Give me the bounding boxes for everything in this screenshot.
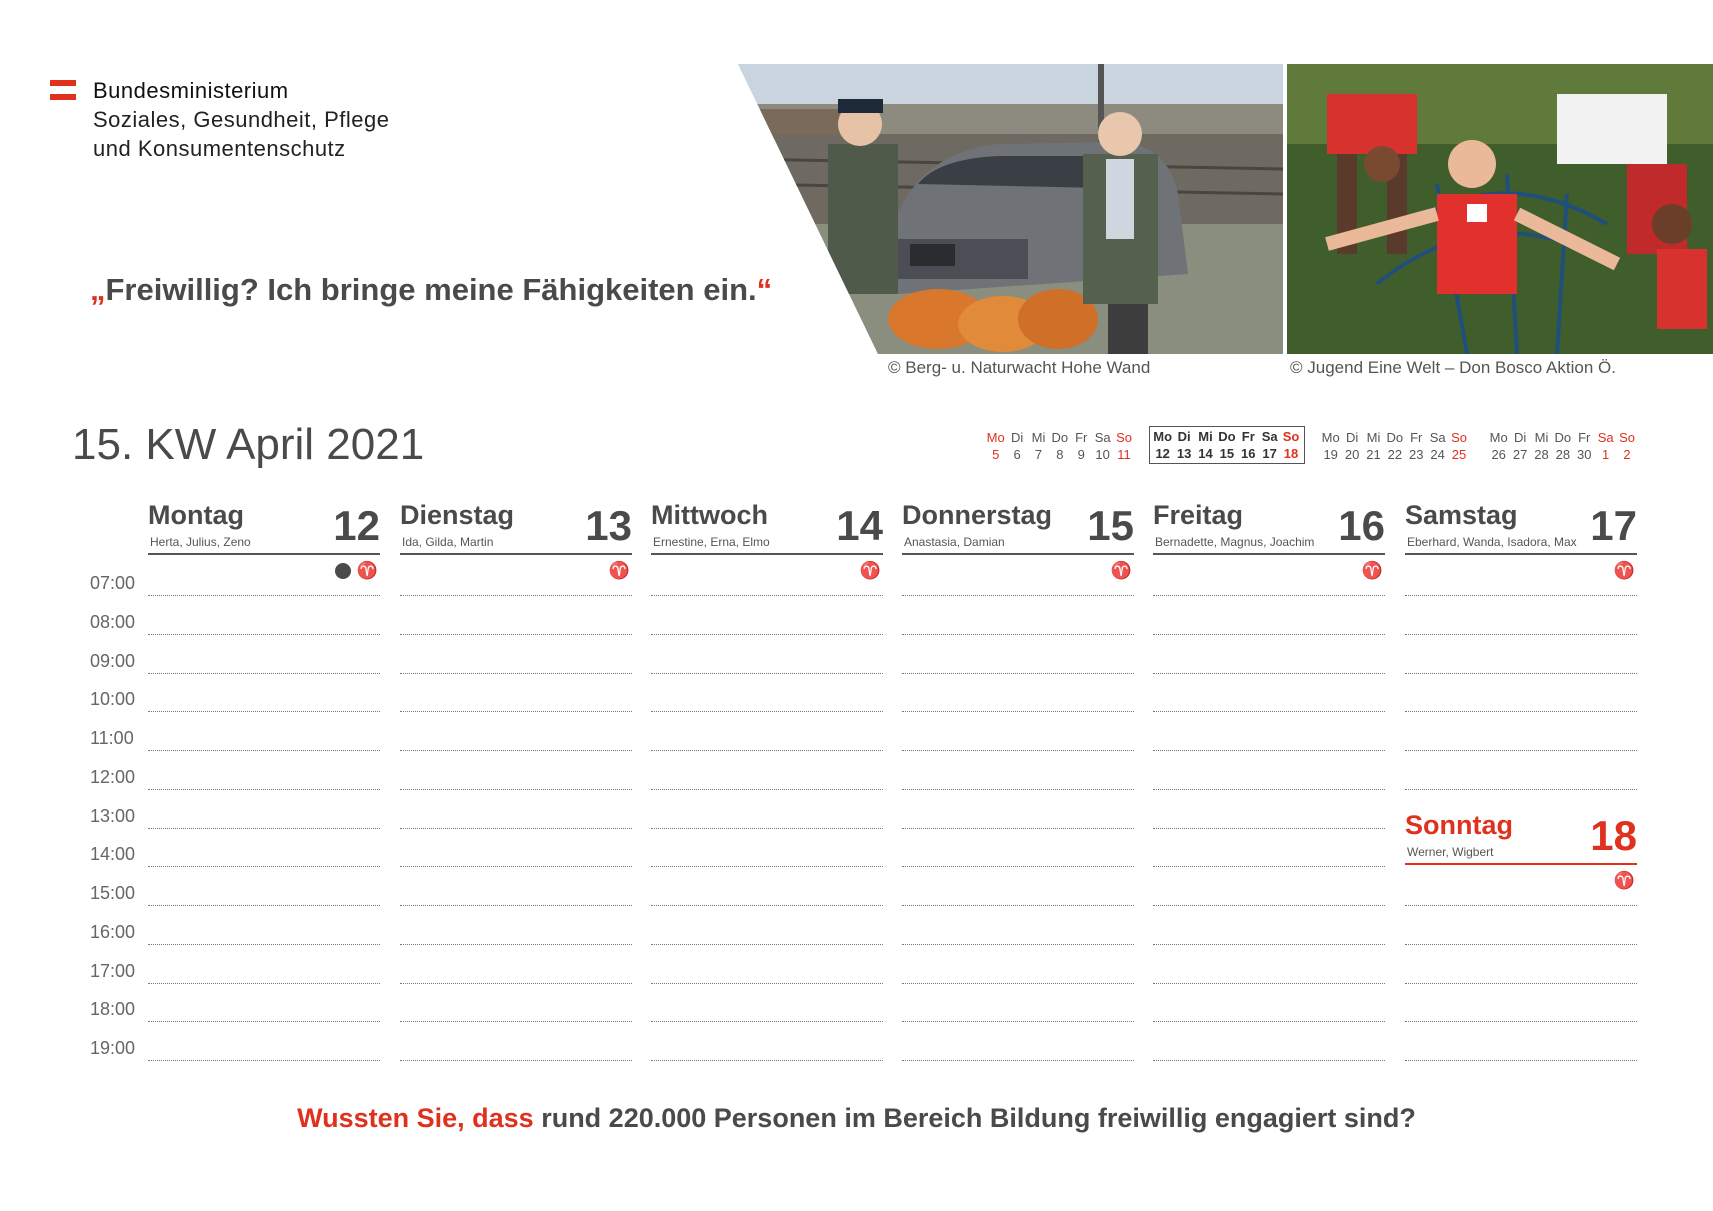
time-slot-line[interactable] <box>148 673 380 674</box>
time-label: 16:00 <box>90 921 136 942</box>
time-slot-line[interactable] <box>1153 750 1385 751</box>
time-slot-line[interactable] <box>651 905 883 906</box>
mini-date: 1 <box>1602 447 1610 462</box>
mini-weekday-label: Mi <box>1198 429 1213 444</box>
day-name: Donnerstag <box>902 500 1053 530</box>
mini-weekday-label: So <box>1619 430 1635 445</box>
time-slot-line[interactable] <box>902 750 1134 751</box>
mini-calendar-week-14 <box>985 430 1135 462</box>
day-divider <box>400 553 632 555</box>
mini-weekday-label: Fr <box>1410 430 1423 445</box>
day-saints: Anastasia, Damian <box>904 535 1005 549</box>
time-slot-line[interactable] <box>651 789 883 790</box>
time-slot-line[interactable] <box>1153 711 1385 712</box>
mini-date: 12 <box>1155 446 1170 461</box>
time-slot-line[interactable] <box>1405 983 1637 984</box>
day-saints: Herta, Julius, Zeno <box>150 535 251 549</box>
time-slot-line[interactable] <box>651 634 883 635</box>
mini-weekday-label: Sa <box>1429 430 1446 445</box>
mini-date: 27 <box>1512 447 1528 462</box>
time-label: 17:00 <box>90 960 136 981</box>
mini-weekday-label: So <box>1116 430 1132 445</box>
time-slot-line[interactable] <box>1153 595 1385 596</box>
mini-weekday-label: Do <box>1554 430 1572 445</box>
time-slot-line[interactable] <box>1153 1060 1385 1061</box>
time-slot-line[interactable] <box>651 1060 883 1061</box>
time-slot-line[interactable] <box>148 750 380 751</box>
time-slot-line[interactable] <box>400 634 632 635</box>
fact-highlight: Wussten Sie, dass <box>297 1103 534 1133</box>
time-label: 15:00 <box>90 883 136 903</box>
quote <box>90 272 772 308</box>
time-slot-line[interactable] <box>902 828 1134 829</box>
mini-weekday-label: Mi <box>1534 430 1549 445</box>
day-saints: Werner, Wigbert <box>1407 845 1494 859</box>
time-slot-line[interactable] <box>651 1021 883 1022</box>
time-slot-line[interactable] <box>148 828 380 829</box>
mini-weekday-label: Mo <box>1153 429 1173 444</box>
day-name: Samstag <box>1405 500 1518 530</box>
day-name: Sonntag <box>1405 810 1513 840</box>
time-slot-line[interactable] <box>651 595 883 596</box>
time-slot-line[interactable] <box>148 634 380 635</box>
time-slot-line[interactable] <box>651 828 883 829</box>
time-label: 19:00 <box>90 1038 136 1058</box>
day-saints: Ernestine, Erna, Elmo <box>653 535 770 549</box>
mini-date: 19 <box>1323 447 1338 462</box>
day-name: Mittwoch <box>651 500 768 530</box>
ministry-line-3: und Konsumentenschutz <box>93 136 346 161</box>
aries-ram-icon: ♈ <box>356 561 378 580</box>
mini-calendar-week-17 <box>1488 430 1638 462</box>
day-name: Dienstag <box>400 500 515 530</box>
time-label: 07:00 <box>90 573 136 593</box>
time-slot-line[interactable] <box>1153 1021 1385 1022</box>
time-slot-line[interactable] <box>148 711 380 712</box>
full-moon-icon <box>335 563 351 579</box>
aries-ram-icon: ♈ <box>1361 561 1383 580</box>
day-divider <box>902 553 1134 555</box>
time-slot-line[interactable] <box>902 634 1134 635</box>
mini-date: 2 <box>1623 447 1631 462</box>
time-slot-line[interactable] <box>400 1060 632 1061</box>
time-label: 09:00 <box>90 650 136 671</box>
day-number: 13 <box>585 502 632 549</box>
time-slot-line[interactable] <box>400 944 632 945</box>
day-divider <box>651 553 883 555</box>
mini-weekday-label: Di <box>1010 430 1024 445</box>
day-divider <box>1405 863 1637 865</box>
time-slot-line[interactable] <box>400 673 632 674</box>
time-slot-line[interactable] <box>1405 711 1637 712</box>
time-slot-line[interactable] <box>400 866 632 867</box>
mini-date: 25 <box>1451 447 1467 462</box>
quote-text: Freiwillig? Ich bringe meine Fähigkeiten ein. <box>105 272 757 307</box>
day-divider <box>148 553 380 555</box>
mini-date: 14 <box>1198 446 1213 461</box>
mini-weekday-label: So <box>1451 430 1467 445</box>
time-slot-line[interactable] <box>902 983 1134 984</box>
aries-ram-icon: ♈ <box>1613 561 1635 580</box>
mini-calendar-week-15-current <box>1149 426 1305 464</box>
mini-weekday-label: Mi <box>1366 430 1381 445</box>
time-slot-line[interactable] <box>902 944 1134 945</box>
time-slot-line[interactable] <box>148 1060 380 1061</box>
time-slot-line[interactable] <box>1153 944 1385 945</box>
day-saints: Eberhard, Wanda, Isadora, Max <box>1407 535 1577 549</box>
day-name: Montag <box>148 500 244 530</box>
mini-weekday-label: Fr <box>1075 430 1088 445</box>
day-number: 14 <box>836 502 883 549</box>
time-label: 10:00 <box>90 689 136 710</box>
time-slot-line[interactable] <box>1405 944 1637 945</box>
mini-weekday-label: Fr <box>1578 430 1591 445</box>
mini-date: 23 <box>1409 447 1424 462</box>
mini-date: 8 <box>1056 447 1064 462</box>
time-slot-line[interactable] <box>651 711 883 712</box>
mini-date: 5 <box>992 447 1000 462</box>
time-slot-line[interactable] <box>1405 750 1637 751</box>
mini-date: 20 <box>1344 447 1360 462</box>
mini-weekday-label: Mo <box>1321 430 1340 445</box>
time-slot-line[interactable] <box>1153 828 1385 829</box>
time-slot-line[interactable] <box>651 673 883 674</box>
day-divider <box>1153 553 1385 555</box>
time-slot-line[interactable] <box>902 866 1134 867</box>
time-slot-line[interactable] <box>148 944 380 945</box>
time-slot-line[interactable] <box>902 1060 1134 1061</box>
time-slot-line[interactable] <box>400 983 632 984</box>
fact-text: rund 220.000 Personen im Bereich Bildung freiwillig engagiert sind? <box>533 1103 1416 1133</box>
day-number: 16 <box>1338 502 1385 549</box>
photo-caption-2: © Jugend Eine Welt – Don Bosco Aktion Ö. <box>1290 358 1616 377</box>
ministry-line-1: Bundesministerium <box>93 78 289 103</box>
aries-ram-icon: ♈ <box>1613 871 1635 890</box>
mini-date: 28 <box>1555 447 1571 462</box>
mini-date: 13 <box>1176 446 1192 461</box>
time-slot-line[interactable] <box>651 866 883 867</box>
time-label: 11:00 <box>90 728 134 748</box>
time-slot-line[interactable] <box>1405 905 1637 906</box>
mini-weekday-label: Sa <box>1261 429 1278 444</box>
time-label: 08:00 <box>90 611 136 632</box>
mini-date: 21 <box>1366 447 1381 462</box>
day-saints: Ida, Gilda, Martin <box>402 535 494 549</box>
mini-date: 16 <box>1241 446 1256 461</box>
time-slot-line[interactable] <box>400 750 632 751</box>
time-slot-line[interactable] <box>148 866 380 867</box>
time-slot-line[interactable] <box>148 983 380 984</box>
mini-weekday-label: Di <box>1177 429 1191 444</box>
day-number: 17 <box>1590 502 1637 549</box>
time-slot-line[interactable] <box>1405 1060 1637 1061</box>
mini-weekday-label: Sa <box>1597 430 1614 445</box>
aries-ram-icon: ♈ <box>859 561 881 580</box>
mini-date: 9 <box>1077 447 1085 462</box>
time-slot-line[interactable] <box>1405 595 1637 596</box>
mini-date: 22 <box>1387 447 1403 462</box>
day-name: Freitag <box>1153 500 1244 530</box>
austria-flag-logo <box>50 80 76 100</box>
time-slot-line[interactable] <box>1153 983 1385 984</box>
time-slot-line[interactable] <box>400 789 632 790</box>
time-slot-line[interactable] <box>148 1021 380 1022</box>
time-slot-line[interactable] <box>1405 634 1637 635</box>
photo-youth-volunteers <box>1287 64 1713 354</box>
mini-weekday-label: Mi <box>1031 430 1046 445</box>
mini-date: 24 <box>1430 447 1445 462</box>
day-number: 18 <box>1590 812 1637 859</box>
time-slot-line[interactable] <box>651 750 883 751</box>
mini-weekday-label: So <box>1282 429 1300 444</box>
aries-ram-icon: ♈ <box>1110 561 1132 580</box>
mini-date: 30 <box>1577 447 1592 462</box>
mini-date: 28 <box>1534 447 1549 462</box>
day-divider <box>1405 553 1637 555</box>
time-slot-line[interactable] <box>902 673 1134 674</box>
mini-date: 11 <box>1117 447 1131 462</box>
mini-weekday-label: Do <box>1386 430 1404 445</box>
time-slot-line[interactable] <box>1153 905 1385 906</box>
day-number: 12 <box>333 502 380 549</box>
time-slot-line[interactable] <box>1153 789 1385 790</box>
time-slot-line[interactable] <box>1153 634 1385 635</box>
time-label: 14:00 <box>90 844 136 865</box>
time-slot-line[interactable] <box>1405 789 1637 790</box>
photo-nature-watch-volunteers <box>738 64 1283 354</box>
time-slot-line[interactable] <box>400 711 632 712</box>
quote-open-mark: „ <box>90 272 106 307</box>
mini-calendar-week-16 <box>1320 430 1470 462</box>
time-slot-line[interactable] <box>1153 673 1385 674</box>
ministry-name <box>93 76 390 163</box>
mini-weekday-label: Di <box>1345 430 1359 445</box>
ministry-line-2: Soziales, Gesundheit, Pflege <box>93 107 390 132</box>
time-slot-line[interactable] <box>400 595 632 596</box>
time-slot-line[interactable] <box>400 905 632 906</box>
time-slot-line[interactable] <box>1405 673 1637 674</box>
mini-weekday-label: Do <box>1051 430 1069 445</box>
mini-date: 26 <box>1491 447 1506 462</box>
week-title: 15. KW April 2021 <box>72 420 425 469</box>
aries-ram-icon: ♈ <box>608 561 630 580</box>
time-slot-line[interactable] <box>902 1021 1134 1022</box>
time-slot-line[interactable] <box>400 828 632 829</box>
time-slot-line[interactable] <box>1405 1021 1637 1022</box>
time-label: 18:00 <box>90 999 136 1020</box>
mini-date: 17 <box>1262 446 1277 461</box>
time-slot-line[interactable] <box>651 983 883 984</box>
mini-date: 6 <box>1013 447 1021 462</box>
mini-date: 15 <box>1219 446 1235 461</box>
day-saints: Bernadette, Magnus, Joachim <box>1155 535 1315 549</box>
time-slot-line[interactable] <box>148 905 380 906</box>
time-label: 13:00 <box>90 805 136 826</box>
time-slot-line[interactable] <box>902 711 1134 712</box>
fact-footer <box>0 1103 1713 1134</box>
mini-weekday-label: Di <box>1513 430 1527 445</box>
mini-weekday-label: Fr <box>1241 429 1255 444</box>
mini-weekday-label: Sa <box>1094 430 1111 445</box>
mini-weekday-label: Mo <box>986 430 1005 445</box>
time-slot-line[interactable] <box>902 595 1134 596</box>
mini-date: 18 <box>1283 446 1299 461</box>
time-slot-line[interactable] <box>400 1021 632 1022</box>
time-slot-line[interactable] <box>902 905 1134 906</box>
time-slot-line[interactable] <box>1153 866 1385 867</box>
mini-weekday-label: Do <box>1218 429 1236 444</box>
day-number: 15 <box>1087 502 1134 549</box>
mini-date: 7 <box>1034 447 1043 462</box>
mini-weekday-label: Mo <box>1489 430 1508 445</box>
time-slot-line[interactable] <box>902 789 1134 790</box>
photo-caption-1: © Berg- u. Naturwacht Hohe Wand <box>888 358 1151 377</box>
time-label: 12:00 <box>90 766 136 787</box>
time-slot-line[interactable] <box>148 789 380 790</box>
time-slot-line[interactable] <box>148 595 380 596</box>
quote-close-mark: “ <box>756 272 773 307</box>
time-slot-line[interactable] <box>651 944 883 945</box>
mini-date: 10 <box>1095 447 1110 462</box>
